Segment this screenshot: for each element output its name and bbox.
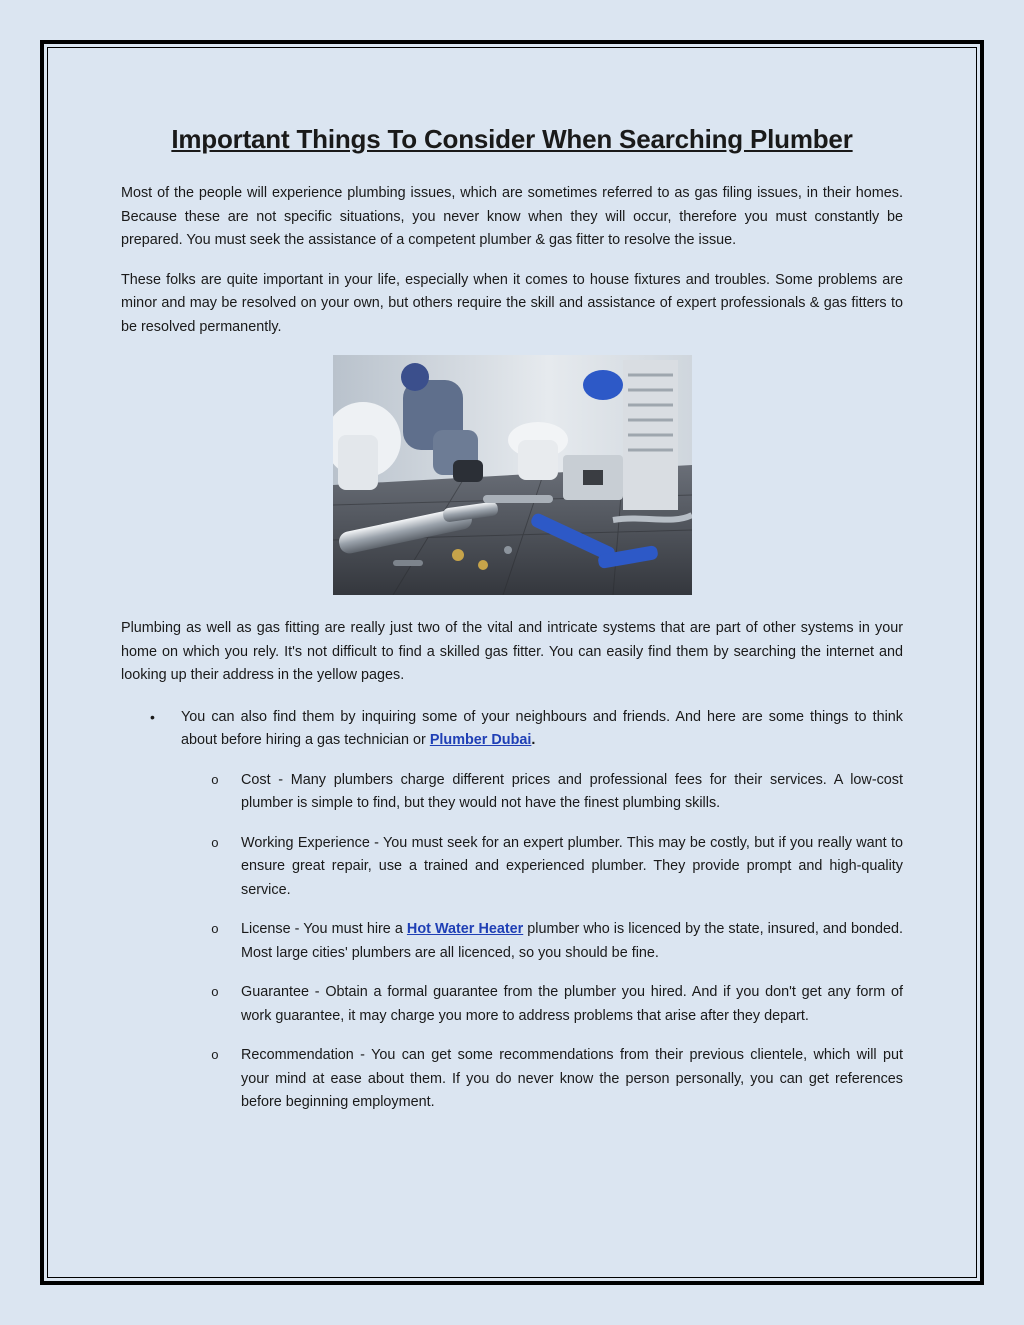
bullet-marker: • <box>150 708 155 725</box>
sub-item-text: Working Experience - You must seek for an expert plumber. This may be costly, but if you really want to ensure great repair, use a trained and experienced plumber. They provide prompt and high-quality service. <box>241 834 903 898</box>
paragraph-importance: These folks are quite important in your life, especially when it comes to house fixtures and troubles. Some problems are minor and may be resolved on your own, but others require the skill and assistance of expert professionals & gas fitters to be resolved permanently. <box>121 271 903 335</box>
document-body <box>121 120 903 1131</box>
bullet-item <box>121 706 903 753</box>
paragraph-intro: Most of the people will experience plumbing issues, which are sometimes referred to as gas filing issues, in their homes. Because these are not specific situations, you never know when they will occur, therefore you must constantly be prepared. You must seek the assistance of a competent plumber & gas fitter to resolve the issue. <box>121 185 903 248</box>
hot-water-heater-link[interactable]: Hot Water Heater <box>406 921 524 937</box>
sub-item-marker: o <box>211 922 219 937</box>
sub-item-text: Cost - Many plumbers charge different prices and professional fees for their services. A low-cost plumber is simple to find, but they would not have the finest plumbing skills. <box>241 771 903 811</box>
sub-item-text: Guarantee - Obtain a formal guarantee from the plumber you hired. And if you don't get any form of work guarantee, it may charge you more to address problems that arise after they depart. <box>241 984 903 1024</box>
bullet-text-end: . <box>531 732 536 748</box>
sub-item-recommendation <box>121 1044 903 1115</box>
document-title: Important Things To Consider When Searching Plumber <box>171 124 853 154</box>
bullet-text: You can also find them by inquiring some of your neighbours and friends. And here are some things to think about before hiring a gas technician or <box>181 708 903 748</box>
sub-item-marker: o <box>211 772 219 788</box>
sub-item-text: Recommendation - You can get some recommendations from their previous clientele, which will put your mind at ease about them. If you do never know the person personally, you can get references before beginning employment. <box>241 1047 903 1110</box>
sub-item-experience <box>121 832 903 903</box>
sub-item-cost <box>121 769 903 816</box>
sub-item-text: License - You must hire a <box>241 921 407 937</box>
sub-item-guarantee <box>121 981 903 1028</box>
sub-item-license <box>121 918 903 965</box>
plumber-photo <box>333 355 692 595</box>
paragraph-systems: Plumbing as well as gas fitting are really just two of the vital and intricate systems that are part of other systems in your home on which you rely. It's not difficult to find a skilled gas fitter. You can easily find them by searching the internet and looking up their address in the yellow pages. <box>121 620 903 683</box>
sub-item-text-end: plumber who is licenced by the state, insured, and bonded. Most large cities' plumbers are all licenced, so you should be fine. <box>241 921 903 961</box>
sub-item-marker: o <box>211 1048 219 1063</box>
sub-item-marker: o <box>211 835 219 851</box>
sub-item-marker: o <box>211 985 219 1000</box>
plumber-dubai-link[interactable]: Plumber Dubai <box>429 732 532 748</box>
